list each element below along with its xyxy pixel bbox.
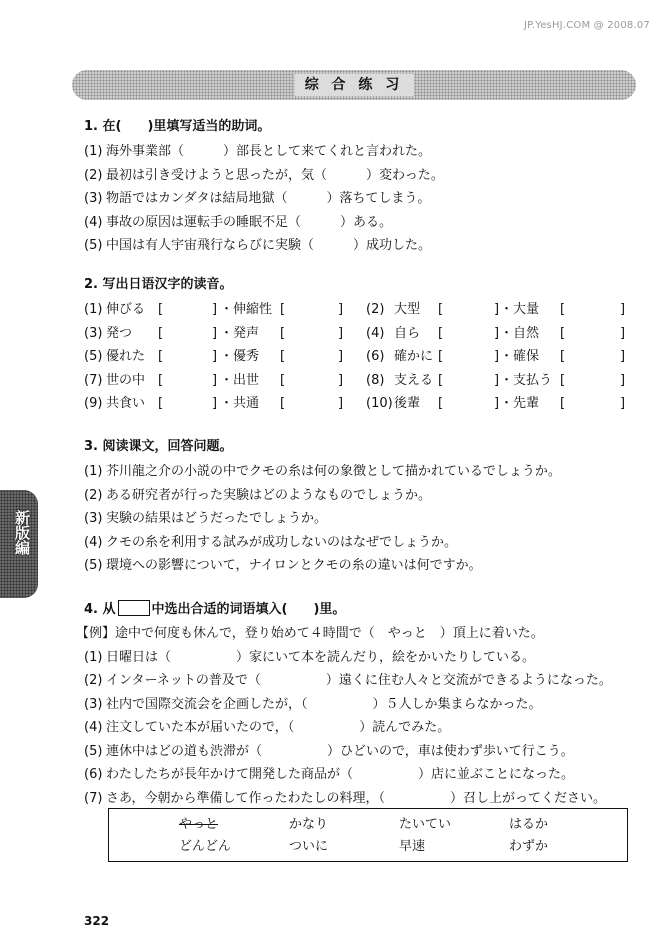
reading-row — [84, 392, 638, 416]
word-choice: 早速 — [399, 839, 426, 854]
item-number: (9) — [84, 396, 103, 411]
question-line: (4) 注文していた本が届いたので，（ ）読んでみた。 — [84, 720, 451, 735]
answer-bracket-open: [ — [438, 349, 444, 364]
question-line: (5) 連休中はどの道も渋滞が（ ）ひどいので，車は使わず歩いて行こう。 — [84, 743, 574, 759]
question-line: (1) 芥川龍之介の小説の中でクモの糸は何の象徴として描かれているでしょうか。 — [84, 464, 561, 479]
section-3-title: 3. 阅读课文，回答问题。 — [84, 439, 233, 454]
vocab-word: ・確保 — [500, 349, 540, 364]
answer-bracket-open: [ — [158, 349, 164, 364]
item-number: (1) — [84, 302, 103, 317]
answer-bracket-open: [ — [560, 396, 566, 411]
section-4 — [76, 600, 638, 810]
vocab-word: ・伸縮性 — [220, 302, 273, 317]
answer-bracket-close: ] — [338, 325, 344, 341]
watermark: JP.YesHJ.COM @ 2008.07 — [524, 20, 650, 31]
question-line: (3) 物語ではカンダタは結局地獄（ ）落ちてしまう。 — [84, 191, 431, 206]
vocab-word: 世の中 — [106, 372, 146, 388]
answer-bracket-open: [ — [158, 372, 164, 388]
question-line: (7) さあ，今朝から準備して作ったわたしの料理，（ ）召し上がってください。 — [84, 790, 606, 806]
vocab-word: ・出世 — [220, 372, 260, 388]
question-line: (4) 事故の原因は運転手の睡眠不足（ ）ある。 — [84, 214, 393, 230]
question-line: (5) 中国は有人宇宙飛行ならびに実験（ ）成功した。 — [84, 238, 432, 253]
section-1 — [84, 118, 638, 258]
word-choice: はるか — [509, 817, 549, 832]
answer-bracket-close: ] — [338, 302, 344, 317]
side-tab — [0, 490, 38, 598]
answer-bracket-close: ] — [494, 349, 500, 364]
question-line: (2) インターネットの普及で（ ）遠くに住む人々と交流ができるようになった。 — [84, 673, 612, 688]
vocab-word: 支える — [394, 372, 434, 388]
vocab-word: ・共通 — [220, 396, 260, 411]
question-line: (3) 社内で国際交流会を企画したが，（ ）５人しか集まらなかった。 — [84, 696, 542, 712]
vocab-word: 確かに — [394, 349, 434, 364]
item-number: (7) — [84, 372, 103, 388]
answer-bracket-open: [ — [280, 372, 286, 388]
section-4-title: 4. 从 中选出合适的词语填入( )里。 — [84, 602, 346, 617]
question-line: (2) ある研究者が行った実験はどのようなものでしょうか。 — [84, 487, 432, 503]
answer-bracket-open: [ — [158, 302, 164, 317]
question-line: (1) 海外事業部（ ）部長として来てくれと言われた。 — [84, 144, 432, 159]
section-3 — [84, 438, 638, 578]
item-number: (5) — [84, 349, 103, 364]
vocab-word: 優れた — [106, 349, 146, 364]
answer-bracket-open: [ — [280, 349, 286, 364]
vocab-word: 発つ — [106, 325, 133, 341]
answer-bracket-close: ] — [338, 396, 344, 411]
answer-bracket-open: [ — [560, 325, 566, 341]
word-choice: かなり — [289, 817, 329, 832]
answer-bracket-open: [ — [438, 302, 444, 317]
question-line: (3) 実験の結果はどうだったでしょうか。 — [84, 511, 328, 526]
vocab-word: ・自然 — [500, 325, 540, 341]
section-banner — [72, 70, 636, 100]
answer-bracket-close: ] — [620, 372, 626, 388]
word-choice: どんどん — [179, 839, 232, 854]
reading-row — [84, 345, 638, 369]
question-line: (6) わたしたちが長年かけて開発した商品が（ ）店に並ぶことになった。 — [84, 767, 575, 782]
answer-bracket-open: [ — [438, 396, 444, 411]
item-number: (6) — [366, 349, 385, 364]
answer-bracket-close: ] — [494, 396, 500, 411]
answer-bracket-close: ] — [212, 325, 218, 341]
page-number: 322 — [84, 914, 110, 928]
vocab-word: ・支払う — [500, 372, 553, 388]
word-choice: たいてい — [399, 817, 452, 832]
vocab-word: 伸びる — [106, 302, 146, 317]
question-line: (2) 最初は引き受けようと思ったが，気（ ）変わった。 — [84, 167, 444, 183]
word-choice: ついに — [289, 839, 329, 854]
reading-row — [84, 298, 638, 322]
section-2 — [84, 276, 638, 416]
side-tab-label: 新版編 — [13, 510, 31, 555]
page-title: 综 合 练 习 — [295, 74, 414, 96]
word-choice: わずか — [509, 839, 549, 854]
answer-bracket-open: [ — [438, 325, 444, 341]
item-number: (10) — [366, 396, 393, 411]
answer-bracket-open: [ — [280, 396, 286, 411]
vocab-word: ・優秀 — [220, 349, 260, 364]
blank-box-icon — [118, 600, 150, 616]
answer-bracket-close: ] — [620, 396, 626, 411]
answer-bracket-close: ] — [212, 349, 218, 364]
answer-bracket-open: [ — [560, 349, 566, 364]
answer-bracket-open: [ — [280, 325, 286, 341]
item-number: (4) — [366, 325, 385, 341]
answer-bracket-close: ] — [494, 302, 500, 317]
vocab-word: 自ら — [394, 325, 421, 341]
item-number: (2) — [366, 302, 385, 317]
answer-bracket-open: [ — [280, 302, 286, 317]
reading-row — [84, 369, 638, 393]
answer-bracket-open: [ — [560, 302, 566, 317]
question-line: (4) クモの糸を利用する試みが成功しないのはなぜでしょうか。 — [84, 534, 458, 550]
answer-bracket-open: [ — [560, 372, 566, 388]
vocab-word: ・大量 — [500, 302, 540, 317]
answer-bracket-close: ] — [338, 372, 344, 388]
answer-bracket-close: ] — [620, 349, 626, 364]
word-choice: やっと — [179, 817, 219, 832]
answer-bracket-open: [ — [158, 325, 164, 341]
answer-bracket-close: ] — [494, 372, 500, 388]
answer-bracket-close: ] — [338, 349, 344, 364]
vocab-word: 大型 — [394, 302, 421, 317]
answer-bracket-close: ] — [494, 325, 500, 341]
vocab-word: ・発声 — [220, 325, 260, 341]
answer-bracket-close: ] — [212, 372, 218, 388]
reading-row — [84, 322, 638, 346]
answer-bracket-close: ] — [620, 325, 626, 341]
item-number: (3) — [84, 325, 103, 341]
word-choice-box — [108, 808, 628, 862]
section-2-title: 2. 写出日语汉字的读音。 — [84, 277, 233, 292]
item-number: (8) — [366, 372, 385, 388]
vocab-word: 共食い — [106, 396, 146, 411]
answer-bracket-close: ] — [212, 302, 218, 317]
question-line: (1) 日曜日は（ ）家にいて本を読んだり，絵をかいたりしている。 — [84, 649, 536, 665]
answer-bracket-close: ] — [212, 396, 218, 411]
answer-bracket-close: ] — [620, 302, 626, 317]
vocab-word: 後輩 — [394, 396, 421, 411]
answer-bracket-open: [ — [158, 396, 164, 411]
question-line: (5) 環境への影響について，ナイロンとクモの糸の違いは何ですか。 — [84, 558, 482, 573]
vocab-word: ・先輩 — [500, 396, 540, 411]
section-1-title: 1. 在( )里填写适当的助词。 — [84, 119, 271, 134]
example-line: 【例】途中で何度も休んで，登り始めて４時間で（ やっと ）頂上に着いた。 — [76, 626, 544, 641]
answer-bracket-open: [ — [438, 372, 444, 388]
